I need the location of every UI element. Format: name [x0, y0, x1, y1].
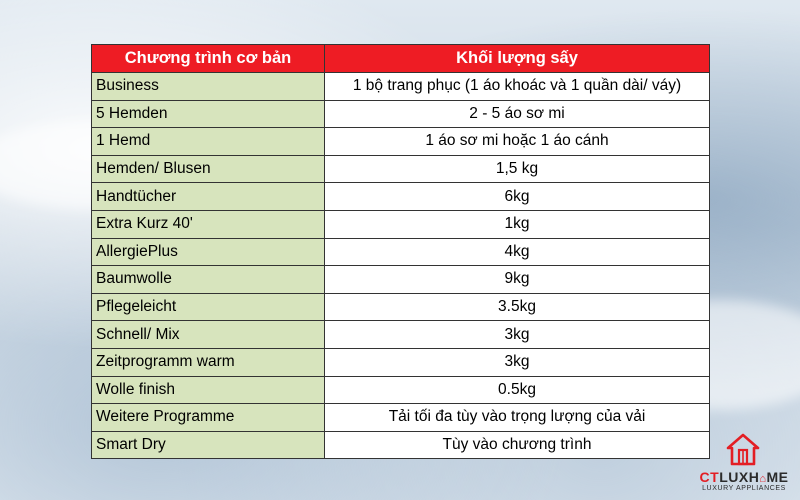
drying-load-cell: Tùy vào chương trình	[325, 431, 710, 459]
program-name-cell: AllergiePlus	[92, 238, 325, 266]
program-name-cell: Handtücher	[92, 183, 325, 211]
program-name-cell: 1 Hemd	[92, 128, 325, 156]
program-name-cell: Schnell/ Mix	[92, 321, 325, 349]
drying-load-cell: 4kg	[325, 238, 710, 266]
house-icon	[726, 433, 760, 467]
program-name-cell: 5 Hemden	[92, 100, 325, 128]
table-row	[92, 73, 710, 101]
table-header-row	[92, 45, 710, 73]
program-name-cell: Pflegeleicht	[92, 293, 325, 321]
program-name-cell: Hemden/ Blusen	[92, 155, 325, 183]
header-program: Chương trình cơ bản	[92, 45, 325, 73]
table-row	[92, 293, 710, 321]
drying-load-cell: 3kg	[325, 321, 710, 349]
table-row	[92, 321, 710, 349]
program-name-cell: Business	[92, 73, 325, 101]
program-name-cell: Wolle finish	[92, 376, 325, 404]
drying-program-table	[91, 44, 710, 459]
table-row	[92, 210, 710, 238]
drying-load-cell: 1kg	[325, 210, 710, 238]
table-row	[92, 266, 710, 294]
table-row	[92, 348, 710, 376]
drying-load-cell: 1,5 kg	[325, 155, 710, 183]
drying-load-cell: Tải tối đa tùy vào trọng lượng của vải	[325, 404, 710, 432]
drying-load-cell: 2 - 5 áo sơ mi	[325, 100, 710, 128]
drying-load-cell: 1 bộ trang phục (1 áo khoác và 1 quần dài/ váy)	[325, 73, 710, 101]
program-name-cell: Extra Kurz 40'	[92, 210, 325, 238]
program-name-cell: Smart Dry	[92, 431, 325, 459]
drying-load-cell: 9kg	[325, 266, 710, 294]
table-row	[92, 404, 710, 432]
header-drying-load: Khối lượng sấy	[325, 45, 710, 73]
logo-tagline: LUXURY APPLIANCES	[702, 485, 786, 492]
logo-wordmark: CTLUXH⌂ME	[699, 469, 789, 485]
table-row	[92, 100, 710, 128]
table-row	[92, 155, 710, 183]
drying-load-cell: 3.5kg	[325, 293, 710, 321]
table-row	[92, 431, 710, 459]
program-name-cell: Weitere Programme	[92, 404, 325, 432]
drying-load-cell: 3kg	[325, 348, 710, 376]
program-name-cell: Zeitprogramm warm	[92, 348, 325, 376]
program-name-cell: Baumwolle	[92, 266, 325, 294]
table-row	[92, 376, 710, 404]
drying-load-cell: 0.5kg	[325, 376, 710, 404]
ctluxhome-logo	[698, 433, 790, 493]
table-row	[92, 128, 710, 156]
drying-load-cell: 1 áo sơ mi hoặc 1 áo cánh	[325, 128, 710, 156]
table-row	[92, 183, 710, 211]
drying-load-cell: 6kg	[325, 183, 710, 211]
table-row	[92, 238, 710, 266]
